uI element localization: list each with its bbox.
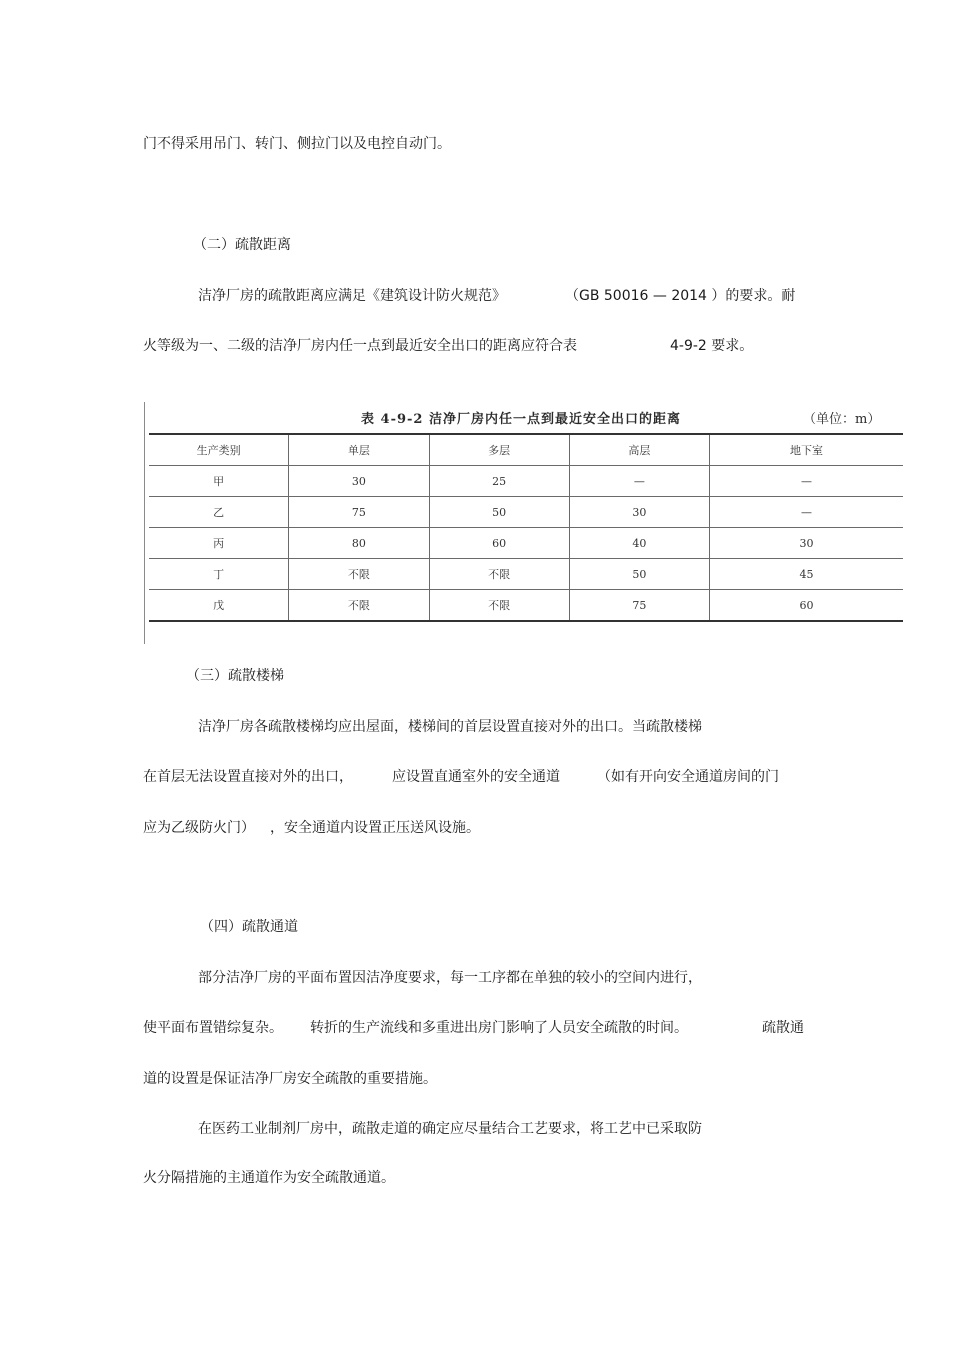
paragraph-text-line: 门不得采用吊门、转门、侧拉门以及电控自动门。 [143, 136, 451, 152]
header-cell-single-storey: 单层 [289, 434, 429, 466]
table-cell: — [710, 497, 903, 528]
text-segment: （如有开向安全通道房间的门 [597, 769, 779, 785]
text-segment: 应设置直通室外的安全通道 [392, 769, 560, 785]
table-cell: 30 [710, 528, 903, 559]
table-cell: 45 [710, 559, 903, 590]
table-cell: 30 [289, 466, 429, 497]
table-cell: 不限 [429, 590, 569, 622]
table-header-row [149, 434, 903, 466]
table-cell: 40 [569, 528, 709, 559]
paragraph-text-line: 部分洁净厂房的平面布置因洁净度要求，每一工序都在单独的较小的空间内进行， [198, 970, 702, 986]
header-cell-high-rise: 高层 [569, 434, 709, 466]
header-cell-category: 生产类别 [149, 434, 289, 466]
text-segment: ，安全通道内设置正压送风设施。 [270, 820, 480, 836]
text-segment: （GB 50016 — 2014 ）的要求。耐 [565, 288, 796, 304]
table-cell: 60 [710, 590, 903, 622]
paragraph-text-line: 火分隔措施的主通道作为安全疏散通道。 [143, 1170, 395, 1186]
table-cell: — [710, 466, 903, 497]
figure-edge [144, 402, 145, 644]
table-cell: 乙 [149, 497, 289, 528]
table-cell: 丙 [149, 528, 289, 559]
table-cell: 甲 [149, 466, 289, 497]
text-segment: 疏散通 [762, 1020, 804, 1036]
distance-table [149, 433, 903, 622]
table-cell: 丁 [149, 559, 289, 590]
table-row [149, 590, 903, 622]
table-row [149, 497, 903, 528]
table-cell: 80 [289, 528, 429, 559]
table-cell: 不限 [289, 590, 429, 622]
table-cell: 不限 [289, 559, 429, 590]
table-cell: 60 [429, 528, 569, 559]
table-row [149, 528, 903, 559]
text-segment: 在首层无法设置直接对外的出口， [143, 769, 353, 785]
table-unit: （单位：m） [803, 412, 881, 427]
table-cell: 30 [569, 497, 709, 528]
table-row [149, 559, 903, 590]
section-heading-evacuation-stairs: （三）疏散楼梯 [186, 668, 284, 684]
table-cell: 50 [429, 497, 569, 528]
table-cell: 不限 [429, 559, 569, 590]
header-cell-multi-storey: 多层 [429, 434, 569, 466]
text-segment: 4-9-2 要求。 [670, 338, 754, 354]
text-segment: 使平面布置错综复杂。 [143, 1020, 283, 1036]
table-row [149, 466, 903, 497]
section-heading-evacuation-distance: （二）疏散距离 [193, 237, 291, 253]
text-segment: 火等级为一、二级的洁净厂房内任一点到最近安全出口的距离应符合表 [143, 338, 577, 354]
evacuation-distance-table-figure [143, 400, 907, 646]
paragraph-text-line: 洁净厂房各疏散楼梯均应出屋面，楼梯间的首层设置直接对外的出口。当疏散楼梯 [198, 719, 702, 735]
text-segment: 洁净厂房的疏散距离应满足《建筑设计防火规范》 [198, 288, 506, 304]
table-title: 表 4-9-2 洁净厂房内任一点到最近安全出口的距离 [361, 412, 681, 427]
table-cell: 戊 [149, 590, 289, 622]
header-cell-basement: 地下室 [710, 434, 903, 466]
paragraph-text-line: 道的设置是保证洁净厂房安全疏散的重要措施。 [143, 1071, 437, 1087]
text-segment: 转折的生产流线和多重进出房门影响了人员安全疏散的时间。 [310, 1020, 688, 1036]
table-cell: 50 [569, 559, 709, 590]
table-cell: 75 [289, 497, 429, 528]
table-cell: 25 [429, 466, 569, 497]
table-cell: — [569, 466, 709, 497]
table-cell: 75 [569, 590, 709, 622]
section-heading-evacuation-passage: （四）疏散通道 [200, 919, 298, 935]
text-segment: 应为乙级防火门） [143, 820, 255, 836]
paragraph-text-line: 在医药工业制剂厂房中，疏散走道的确定应尽量结合工艺要求，将工艺中已采取防 [198, 1121, 702, 1137]
